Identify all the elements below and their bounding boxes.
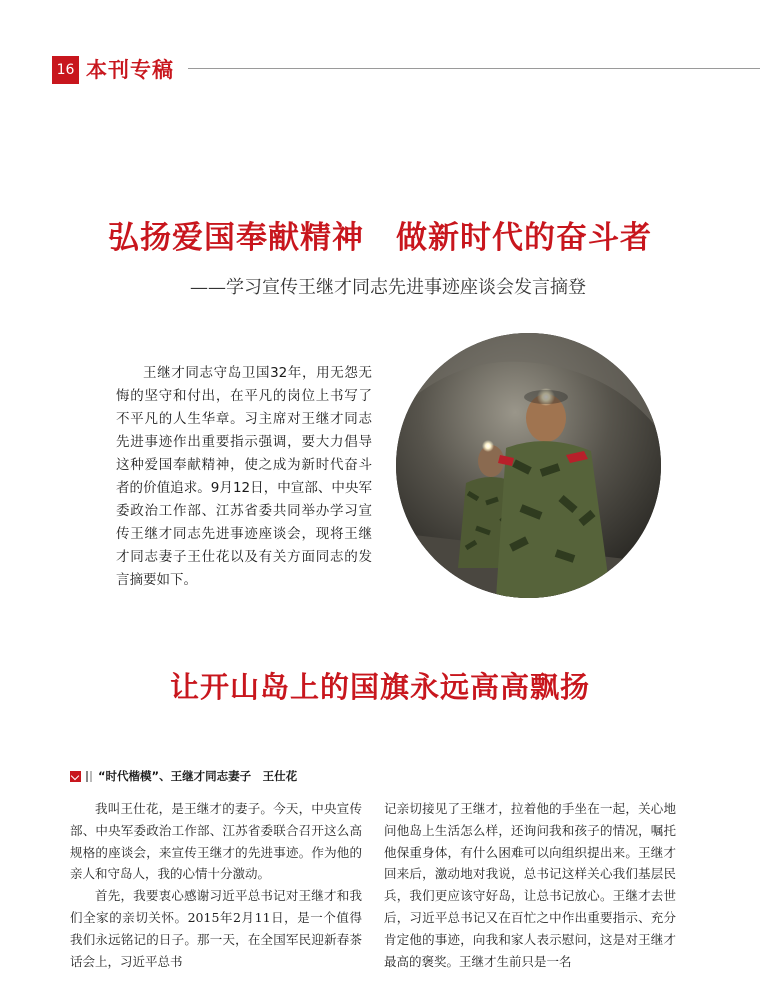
byline-text: “时代楷模”、王继才同志妻子 王仕花	[98, 769, 298, 783]
divider-bar	[86, 771, 88, 782]
article-title: 弘扬爱国奉献精神 做新时代的奋斗者	[108, 220, 652, 256]
photo-illustration	[396, 333, 661, 598]
page-number: 16	[52, 56, 79, 84]
body-paragraph: 记亲切接见了王继才，拉着他的手坐在一起，关心地问他岛上生活怎么样，还询问我和孩子的情况，嘱托他保重身体，有什么困难可以向组织提出来。王继才回来后，激动地对我说，总书记这样关心我们基层民兵，我们更应该守好岛，让总书记放心。王继才去世后，习近平总书记又在百忙之中作出重要指示、充分肯定他的事迹，向我和家人表示慰问，这是对王继才最高的褒奖。王继才生前只是一名	[384, 801, 676, 969]
section-title: 本刊专稿	[86, 58, 174, 82]
article-photo	[396, 333, 661, 598]
checkmark-icon	[70, 771, 81, 782]
body-paragraph: 我叫王仕花，是王继才的妻子。今天，中央宣传部、中央军委政治工作部、江苏省委联合召开这么高规格的座谈会，来宣传王继才的先进事迹。作为他的亲人和守岛人，我的心情十分激动。	[70, 801, 362, 882]
article-subtitle: ——学习宣传王继才同志先进事迹座谈会发言摘登	[190, 277, 586, 298]
page-header	[0, 52, 760, 86]
article-intro: 王继才同志守岛卫国32年，用无怨无悔的坚守和付出，在平凡的岗位上书写了不平凡的人生华章。习主席对王继才同志先进事迹作出重要指示强调，要大力倡导这种爱国奉献精神，使之成为新时代奋斗者的价值追求。9月12日，中宣部、中央军委政治工作部、江苏省委共同举办学习宣传王继才同志先进事迹座谈会，现将王继才同志妻子王仕花以及有关方面同志的发言摘要如下。	[116, 365, 372, 588]
body-column-left	[70, 798, 362, 972]
speech-byline	[70, 768, 297, 784]
divider-bar	[90, 771, 92, 782]
header-rule	[188, 68, 760, 69]
body-paragraph: 首先，我要衷心感谢习近平总书记对王继才和我们全家的亲切关怀。2015年2月11日，是一个值得我们永远铭记的日子。那一天，在全国军民迎新春茶话会上，习近平总书	[70, 888, 362, 969]
speech-title: 让开山岛上的国旗永远高高飘扬	[169, 670, 590, 704]
body-column-right	[384, 798, 676, 972]
